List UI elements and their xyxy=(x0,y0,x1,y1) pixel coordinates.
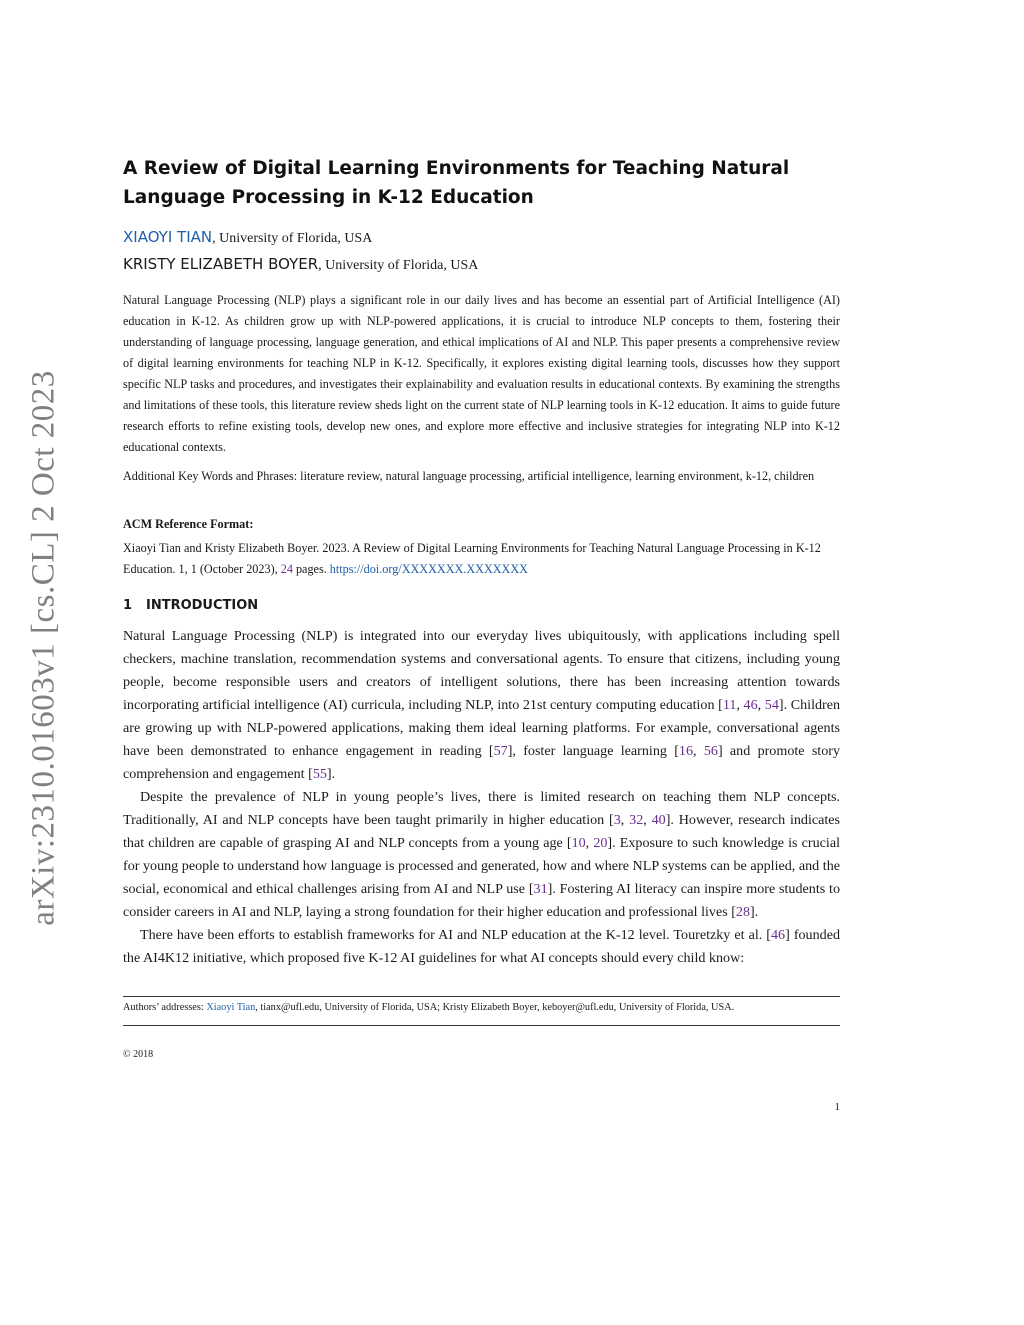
text-run: ], foster language learning [ xyxy=(507,743,679,759)
copyright-notice: © 2018 xyxy=(123,1049,154,1060)
citation-link[interactable]: 57 xyxy=(493,743,508,759)
text-run: ] and promote story comprehension and engagement [ xyxy=(123,743,841,782)
text-run: ]. Exposure to such knowledge is crucial for young people to understand how language is processed and generated, how and where NLP systems can be applied, and the social, economical and ethical challenges arising from AI and NLP use [ xyxy=(123,835,840,897)
author-affiliation: , University of Florida, USA xyxy=(318,258,479,273)
footnote-text: , tianx@ufl.edu, University of Florida, USA; Kristy Elizabeth Boyer, keboyer@ufl.edu, University of Florida, USA. xyxy=(255,1002,735,1013)
author-line-1 xyxy=(123,228,840,247)
paragraph: Natural Language Processing (NLP) is integrated into our everyday lives ubiquitously, with applications including spell checkers, machine translation, recommendation systems and conversational agents. To ensure that citizens, including young people, become responsible users and creators of intelligent solutions, there has been increasing attention towards incorporating artificial intelligence (AI) curricula, including NLP, into 21st century computing education [11, 46, 54]. Children are growing up with NLP-powered applications, making them ideal learning platforms. For example, conversational agents have been demonstrated to enhance engagement in reading [57], foster language learning [16, 56] and promote story comprehension and engagement [55]. xyxy=(123,628,841,782)
author-affiliation: , University of Florida, USA xyxy=(212,231,373,246)
author-name-link[interactable]: XIAOYI TIAN xyxy=(123,228,213,246)
footnote-rule-bottom xyxy=(123,1025,840,1026)
acm-citation-text: Xiaoyi Tian and Kristy Elizabeth Boyer. 2023. A Review of Digital Learning Environments for Teaching Natural Language Processing in K-12 Education. 1, 1 (October 2023), xyxy=(123,541,821,576)
body-text xyxy=(123,625,840,970)
arxiv-identifier[interactable]: arXiv:2310.01603v1 [cs.CL] 2 Oct 2023 xyxy=(25,370,62,926)
text-run: There have been efforts to establish frameworks for AI and NLP education at the K-12 level. Touretzky et al. [ xyxy=(140,927,771,943)
citation-link[interactable]: 40 xyxy=(651,812,666,828)
text-run: ]. xyxy=(750,904,759,920)
text-run: ]. However, research indicates that children are capable of grasping AI and NLP concepts from a young age [ xyxy=(123,812,841,851)
paragraph: Despite the prevalence of NLP in young people’s lives, there is limited research on teaching them NLP concepts. Traditionally, AI and NLP concepts have been taught primarily in higher education [3, 32, 40]. However, research indicates that children are capable of grasping AI and NLP concepts from a young age [10, 20]. Exposure to such knowledge is crucial for young people to understand how language is processed and generated, how and where NLP systems can be applied, and the social, economical and ethical challenges arising from AI and NLP use [31]. Fostering AI literacy can inspire more students to consider careers in AI and NLP, laying a strong foundation for their higher education and professional lives [28]. xyxy=(123,789,841,920)
text-run: ] founded the AI4K12 initiative, which proposed five K-12 AI guidelines for what AI concepts should every child know: xyxy=(123,927,840,966)
citation-link[interactable]: 46 xyxy=(743,697,758,713)
text-run: Natural Language Processing (NLP) is integrated into our everyday lives ubiquitously, with applications including spell checkers, machine translation, recommendation systems and conversational agents. To ensure that citizens, including young people, become responsible users and creators of intelligent solutions, there has been increasing attention towards incorporating artificial intelligence (AI) curricula, including NLP, into 21st century computing education [ xyxy=(123,628,840,713)
acm-citation-text: pages. xyxy=(292,562,330,576)
author-name: KRISTY ELIZABETH BOYER xyxy=(123,255,319,273)
page-count-link[interactable]: 24 xyxy=(280,562,293,576)
doi-link[interactable]: https://doi.org/XXXXXXX.XXXXXXX xyxy=(329,562,528,576)
citation-link[interactable]: 3 xyxy=(613,812,621,828)
citation-link[interactable]: 55 xyxy=(312,766,327,782)
text-run: Despite the prevalence of NLP in young people’s lives, there is limited research on teaching them NLP concepts. Traditionally, AI and NLP concepts have been taught primarily in higher education [ xyxy=(123,789,840,828)
citation-link[interactable]: 16 xyxy=(678,743,694,759)
authors-addresses-footnote xyxy=(123,1001,840,1015)
footnote-text: Authors’ addresses: xyxy=(123,1002,207,1013)
citation-link[interactable]: 46 xyxy=(771,927,786,943)
section-heading xyxy=(123,598,840,613)
section-title: INTRODUCTION xyxy=(146,598,259,613)
citation-link[interactable]: 11 xyxy=(722,697,737,713)
author-address-link[interactable]: Xiaoyi Tian xyxy=(206,1002,256,1013)
abstract: Natural Language Processing (NLP) plays a significant role in our daily lives and has become an essential part of Artificial Intelligence (AI) education in K-12. As children grow up with NLP-powered applications, it is crucial to introduce NLP concepts to them, fostering their understanding of language processing, language generation, and ethical implications of AI and NLP. This paper presents a comprehensive review of digital learning environments for teaching NLP in K-12. Specifically, it explores existing digital learning tools, discusses how they support specific NLP tasks and procedures, and investigates their explainability and evaluation results in educational contexts. By examining the strengths and limitations of these tools, this literature review sheds light on the current state of NLP learning tools in K-12 education. It aims to guide future research efforts to refine existing tools, develop new ones, and explore more effective and inclusive strategies for integrating NLP into K-12 educational contexts. xyxy=(123,293,840,454)
citation-link[interactable]: 54 xyxy=(764,697,779,713)
citation-link[interactable]: 32 xyxy=(629,812,644,828)
section-number: 1 xyxy=(123,598,133,613)
arxiv-side-stamp xyxy=(14,368,74,928)
paper-title: A Review of Digital Learning Environments for Teaching Natural Language Processing in K-12 Education xyxy=(123,158,790,208)
page-number: 1 xyxy=(834,1101,840,1113)
text-run: ]. Children are growing up with NLP-powered applications, making them ideal learning platforms. For example, conversational agents have been demonstrated to enhance engagement in reading [ xyxy=(123,697,841,759)
citation-link[interactable]: 28 xyxy=(735,904,750,920)
keywords: Additional Key Words and Phrases: literature review, natural language processing, artificial intelligence, learning environment, k-12, children xyxy=(123,469,815,483)
citation-link[interactable]: 31 xyxy=(533,881,548,897)
paragraph xyxy=(123,924,840,970)
footnote-rule-top xyxy=(123,996,840,997)
acm-reference-text xyxy=(123,538,840,580)
citation-link[interactable]: 20 xyxy=(593,835,608,851)
text-run: ]. xyxy=(326,766,336,782)
author-line-2 xyxy=(123,255,840,274)
citation-link[interactable]: 56 xyxy=(703,743,718,759)
text-run: ]. Fostering AI literacy can inspire more students to consider careers in AI and NLP, laying a strong foundation for their higher education and professional lives [ xyxy=(123,881,841,920)
citation-link[interactable]: 10 xyxy=(571,835,586,851)
acm-reference-heading: ACM Reference Format: xyxy=(123,517,254,531)
